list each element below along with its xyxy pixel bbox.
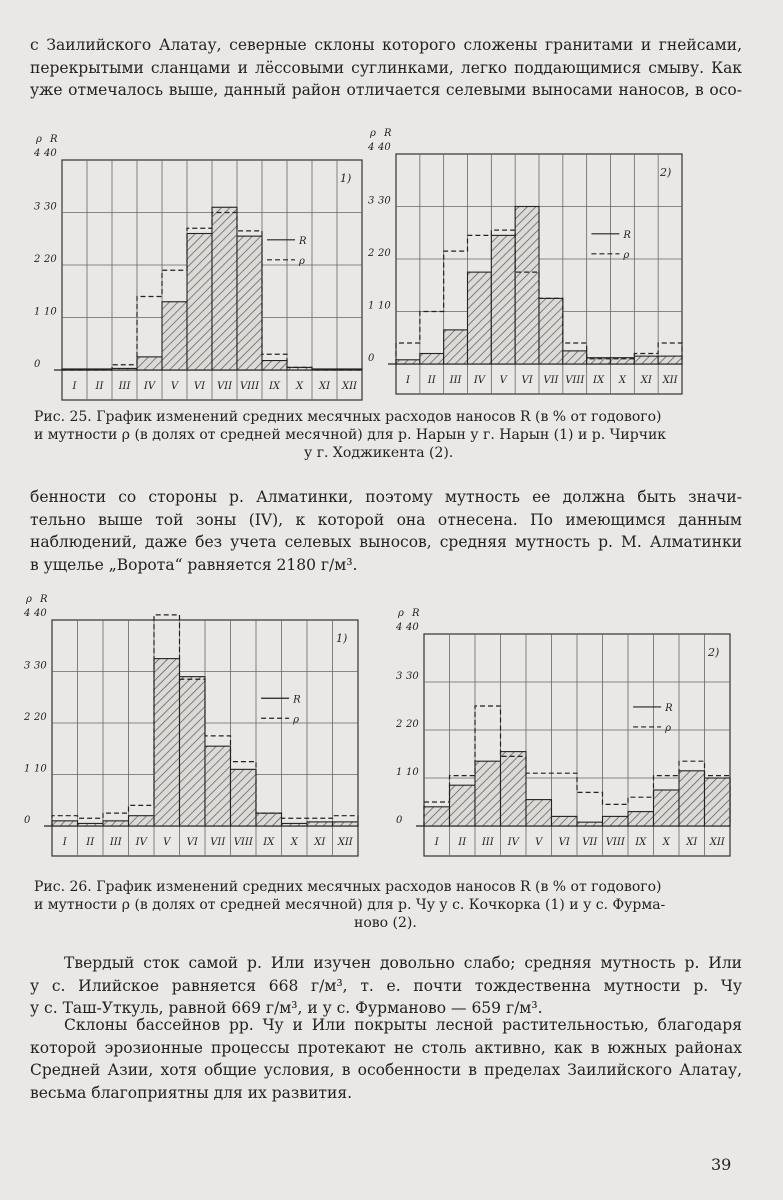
text-line: Твердый сток самой р. Или изучен довольно слабо; средняя мутность р. Или (64, 954, 742, 972)
tick-label-month: V (170, 381, 179, 392)
tick-label-month: II (95, 381, 104, 392)
tick-label-month: III (109, 837, 122, 848)
tick-label-month: XII (709, 837, 725, 848)
text-line: перекрытыми сланцами и лёссовыми суглинками, легко поддающимися смыву. Как (30, 58, 742, 77)
text-line: у с. Илийское равняется 668 г/м³, т. е. почти тождественна мутности р. Чу (30, 976, 742, 995)
legend-label-R: R (665, 702, 673, 714)
tick-label-rho: 0 (396, 815, 403, 826)
bar-R (563, 351, 587, 364)
tick-label-month: IV (507, 837, 519, 848)
tick-label-month: IX (635, 837, 647, 848)
bar-R (654, 790, 680, 826)
tick-label-month: VI (521, 375, 533, 386)
text-line: бенности со стороны р. Алматинки, поэтому мутность ее должна быть значи- (30, 488, 742, 506)
tick-label-month: VIII (565, 375, 585, 386)
bar-R (282, 823, 308, 826)
tick-label-month: II (458, 837, 467, 848)
tick-label-month: XII (662, 375, 678, 386)
tick-label-month: VII (543, 375, 559, 386)
bar-R (539, 298, 563, 364)
text-line: Средней Азии, хотя общие условия, в особенности в пределах Заилийского Алатау, (30, 1061, 742, 1079)
bar-R (137, 357, 162, 370)
text-line: которой эрозионные процессы протекают не столь активно, как в южных районах (30, 1038, 742, 1057)
figure-26-chart-1 (22, 592, 367, 867)
bar-R (396, 360, 420, 364)
tick-label-month: IX (263, 837, 275, 848)
tick-label-R: 40 (34, 608, 47, 619)
figure-25-chart-1 (22, 118, 367, 408)
bar-R (205, 746, 231, 826)
bar-R (705, 778, 731, 826)
panel-label: 1) (340, 172, 352, 185)
tick-label-month: VII (210, 837, 226, 848)
tick-label-month: VII (216, 381, 233, 392)
tick-label-R: 10 (406, 767, 419, 778)
tick-label-R: 30 (44, 201, 57, 213)
tick-label-month: X (290, 837, 298, 848)
tick-label-month: IV (473, 375, 486, 386)
text-line: у с. Таш-Уткуль, равной 669 г/м³, и у с. Фурманово — 659 г/м³. (30, 999, 543, 1017)
tick-label-R: 10 (378, 300, 391, 312)
figure-26-chart-2 (396, 588, 736, 858)
tick-label-month: V (163, 837, 171, 848)
caption-line: у г. Ходжикента (2). (304, 445, 454, 461)
tick-label-month: IV (135, 837, 147, 848)
tick-label-month: XII (337, 837, 353, 848)
tick-label-month: I (62, 837, 67, 848)
tick-label-month: VI (558, 837, 570, 848)
tick-label-month: V (499, 375, 507, 386)
tick-label-month: II (427, 375, 436, 386)
tick-label-rho: 3 (368, 195, 375, 207)
legend-label-rho: ρ (299, 255, 305, 267)
bar-R (603, 816, 629, 826)
tick-label-R: 20 (406, 719, 419, 730)
text-line: наблюдений, даже без учета селевых выносов, средняя мутность р. М. Алматинки (30, 533, 742, 551)
bar-R (679, 771, 705, 826)
tick-label-month: III (118, 381, 131, 392)
tick-label-month: III (481, 837, 494, 848)
tick-label-month: XI (686, 837, 698, 848)
tick-label-R: 20 (44, 254, 57, 265)
axis-label-R: R (50, 134, 58, 145)
bar-R (658, 356, 682, 364)
text-line: в ущелье „Ворота“ равняется 2180 г/м³. (30, 555, 358, 574)
bar-R (162, 302, 187, 370)
tick-label-month: III (449, 375, 462, 386)
figure-25-chart-2 (368, 128, 713, 418)
axis-label-rho: ρ (398, 608, 404, 619)
tick-label-R: 20 (378, 248, 391, 259)
bar-R (501, 752, 527, 826)
tick-label-month: I (405, 375, 410, 386)
tick-label-month: XI (318, 381, 331, 392)
bar-R (52, 821, 78, 826)
legend-label-R: R (299, 235, 307, 247)
bar-R (515, 207, 539, 365)
tick-label-rho: 0 (24, 815, 31, 826)
tick-label-rho: 2 (396, 719, 403, 730)
axis-label-rho: ρ (370, 128, 376, 139)
axis-label-R: R (412, 608, 420, 619)
bar-R (78, 823, 104, 826)
paragraph-1 (30, 34, 742, 102)
axis-label-rho: ρ (36, 134, 42, 145)
tick-label-month: IV (143, 381, 156, 392)
tick-label-R: 10 (44, 306, 57, 318)
text-line: с Заилийского Алатау, северные склоны которого сложены гранитами и гнейсами, (30, 36, 742, 54)
legend-label-rho: ρ (665, 722, 671, 734)
tick-label-rho: 2 (34, 254, 41, 265)
paragraph-3 (30, 952, 742, 1020)
tick-label-month: VIII (239, 381, 260, 392)
tick-label-month: IX (268, 381, 281, 392)
tick-label-month: X (295, 381, 304, 392)
paragraph-2 (30, 486, 742, 576)
text-line: Склоны бассейнов рр. Чу и Или покрыты лесной растительностью, благодаря (64, 1016, 742, 1034)
bar-R (103, 821, 129, 826)
tick-label-R: 20 (34, 712, 47, 723)
bar-R (287, 367, 312, 370)
tick-label-rho: 4 (396, 622, 403, 633)
tick-label-rho: 4 (34, 148, 41, 159)
bar-R (262, 361, 287, 370)
tick-label-month: I (434, 837, 439, 848)
tick-label-R: 40 (406, 622, 419, 633)
legend-label-rho: ρ (293, 714, 299, 726)
caption-line: и мутности ρ (в долях от средней месячной) для р. Нарын у г. Нарын (1) и р. Чирчик (34, 427, 667, 443)
text-line: тельно выше той зоны (IV), к которой она отнесена. По имеющимся данным (30, 510, 742, 529)
tick-label-R: 10 (34, 763, 47, 775)
tick-label-month: VIII (233, 837, 253, 848)
tick-label-rho: 0 (34, 359, 41, 370)
tick-label-month: XI (314, 837, 326, 848)
tick-label-rho: 3 (34, 201, 41, 213)
tick-label-month: X (662, 837, 670, 848)
tick-label-R: 40 (44, 148, 57, 159)
tick-label-rho: 3 (24, 660, 31, 672)
figure-26-caption (34, 878, 749, 932)
tick-label-month: II (86, 837, 95, 848)
bar-R (628, 812, 654, 826)
bar-R (256, 813, 282, 826)
bar-R (187, 234, 212, 371)
legend-label-rho: ρ (623, 249, 630, 261)
page-number: 39 (711, 1155, 732, 1174)
bar-R (450, 785, 476, 826)
bar-R (154, 659, 180, 826)
tick-label-rho: 4 (24, 608, 31, 619)
tick-label-rho: 3 (396, 671, 403, 682)
legend-label-R: R (293, 694, 301, 706)
tick-label-month: X (618, 375, 626, 386)
tick-label-month: VI (193, 381, 206, 392)
panel-label: 1) (336, 632, 348, 645)
bar-R (491, 235, 515, 364)
bar-R (112, 368, 137, 370)
bar-R (526, 800, 552, 826)
paragraph-4 (30, 1014, 742, 1104)
panel-label: 2) (660, 166, 672, 179)
tick-label-R: 40 (378, 142, 391, 153)
panel-label: 2) (708, 646, 720, 659)
bar-R (420, 354, 444, 365)
tick-label-rho: 1 (396, 767, 403, 778)
tick-label-rho: 0 (368, 353, 375, 364)
bar-R (468, 272, 492, 364)
bar-R (475, 761, 501, 826)
bar-R (129, 816, 155, 826)
bar-R (444, 330, 468, 364)
caption-line: и мутности ρ (в долях от средней месячной) для р. Чу у с. Кочкорка (1) и у с. Фурма- (34, 897, 666, 913)
tick-label-month: XI (640, 375, 652, 386)
tick-label-rho: 1 (34, 306, 41, 318)
bar-R (180, 677, 206, 826)
bar-R (307, 822, 333, 826)
tick-label-month: IX (593, 375, 605, 386)
legend-label-R: R (623, 229, 631, 241)
text-line: весьма благоприятны для их развития. (30, 1083, 353, 1102)
bar-R (212, 207, 237, 370)
figure-25-caption (34, 408, 749, 462)
axis-label-R: R (384, 128, 392, 139)
bar-R (333, 822, 359, 826)
tick-label-rho: 1 (368, 300, 375, 312)
caption-line: Рис. 25. График изменений средних месячных расходов наносов R (в % от годового) (34, 409, 662, 425)
caption-line: Рис. 26. График изменений средних месячных расходов наносов R (в % от годового) (34, 879, 662, 895)
bar-R (577, 822, 603, 826)
bar-R (237, 236, 262, 370)
tick-label-month: I (72, 381, 77, 392)
tick-label-month: VII (582, 837, 598, 848)
tick-label-R: 30 (406, 671, 419, 682)
tick-label-rho: 2 (368, 248, 375, 259)
tick-label-month: XII (341, 381, 358, 392)
bar-R (231, 769, 257, 826)
bar-R (634, 356, 658, 364)
tick-label-rho: 2 (24, 712, 31, 723)
caption-line: ново (2). (354, 915, 417, 931)
text-line: уже отмечалось выше, данный район отличается селевыми выносами наносов, в осо- (30, 81, 742, 99)
tick-label-rho: 4 (368, 142, 375, 153)
tick-label-month: VIII (605, 837, 625, 848)
bar-R (424, 807, 450, 826)
tick-label-rho: 1 (24, 763, 31, 775)
axis-label-rho: ρ (26, 594, 32, 605)
tick-label-R: 30 (378, 195, 391, 207)
bar-R (552, 816, 578, 826)
tick-label-month: V (535, 837, 543, 848)
tick-label-month: VI (186, 837, 198, 848)
tick-label-R: 30 (34, 660, 47, 672)
axis-label-R: R (40, 594, 48, 605)
